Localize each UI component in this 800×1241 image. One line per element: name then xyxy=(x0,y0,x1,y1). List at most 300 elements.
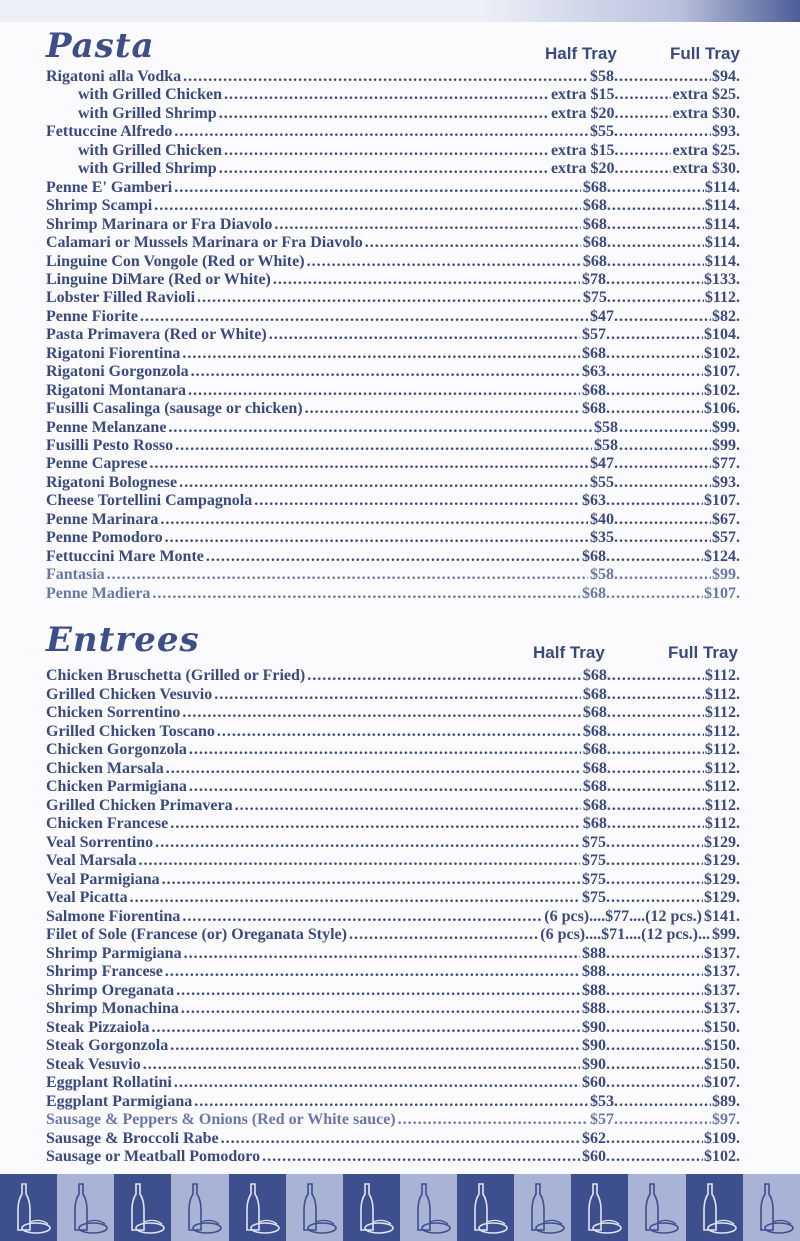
item-name: Chicken Marsala xyxy=(46,759,164,777)
dot-leader xyxy=(274,216,581,234)
item-name: Chicken Sorrentino xyxy=(46,704,181,721)
item-name: Grilled Chicken Vesuvio xyxy=(46,685,213,703)
entrees-menu-item xyxy=(46,760,740,779)
dot-leader xyxy=(262,1148,580,1166)
full-tray-price: $107. xyxy=(704,363,740,381)
dot-leader xyxy=(206,548,580,566)
dot-leader xyxy=(619,105,671,123)
dot-leader xyxy=(305,400,580,418)
footer-tile xyxy=(686,1174,743,1241)
pasta-menu-item xyxy=(46,308,740,327)
dot-leader xyxy=(612,723,704,741)
dot-leader xyxy=(619,455,711,473)
footer-tile xyxy=(57,1174,114,1241)
full-tray-price: $141. xyxy=(704,907,740,925)
half-tray-price: $57. xyxy=(582,326,610,344)
item-name: Linguine Con Vongole (Red or White) xyxy=(46,252,305,270)
half-tray-price: $75. xyxy=(582,289,611,307)
entrees-menu-item xyxy=(46,741,740,760)
entrees-menu-item xyxy=(46,704,740,723)
item-name: Fusilli Casalinga (sausage or chicken) xyxy=(46,400,303,418)
entrees-menu-item xyxy=(46,1000,740,1019)
pasta-menu-item xyxy=(46,585,740,604)
full-tray-price: $82. xyxy=(712,307,740,325)
pasta-menu-item xyxy=(78,105,740,124)
pasta-menu-item xyxy=(46,474,740,493)
half-tray-price: $68. xyxy=(582,400,610,418)
entrees-menu-item xyxy=(46,1130,740,1149)
dot-leader xyxy=(181,1000,580,1018)
dot-leader xyxy=(398,1111,588,1129)
half-tray-price: $88. xyxy=(582,981,610,999)
item-name: Veal Picatta xyxy=(46,889,128,906)
pasta-menu-item xyxy=(46,511,740,530)
dot-leader xyxy=(611,1130,703,1148)
pasta-half-tray-header: Half Tray xyxy=(545,44,617,63)
half-tray-price: $53. xyxy=(590,1092,618,1110)
footer-tile xyxy=(571,1174,628,1241)
entrees-menu-item xyxy=(46,667,740,686)
item-name: Chicken Francese xyxy=(46,815,169,832)
full-tray-price: $112. xyxy=(704,722,740,740)
item-name: Chicken Gorgonzola xyxy=(46,741,187,758)
dot-leader xyxy=(165,529,588,547)
item-name: Grilled Chicken Primavera xyxy=(46,796,233,814)
dot-leader xyxy=(611,982,703,1000)
entrees-menu-item xyxy=(46,926,740,945)
entrees-menu-item xyxy=(46,686,740,705)
entrees-menu-item xyxy=(46,871,740,890)
dot-leader xyxy=(612,741,704,759)
full-tray-price: $129. xyxy=(704,852,740,869)
dot-leader xyxy=(189,778,581,796)
dot-leader xyxy=(611,492,703,510)
dot-leader xyxy=(166,760,581,778)
dot-leader xyxy=(162,871,580,889)
pasta-menu-item xyxy=(46,548,740,567)
full-tray-price: $129. xyxy=(704,889,740,906)
pasta-menu-item xyxy=(78,160,740,179)
dot-leader xyxy=(612,667,704,685)
dot-leader xyxy=(611,271,703,289)
item-name: Rigatoni Montanara xyxy=(46,381,186,399)
dot-leader xyxy=(130,889,580,907)
dot-leader xyxy=(219,105,549,123)
item-name: Shrimp Parmigiana xyxy=(46,944,182,962)
footer-tile xyxy=(114,1174,171,1241)
full-tray-price: $150. xyxy=(704,1037,740,1054)
half-tray-price: $88. xyxy=(582,963,610,980)
pasta-menu-item xyxy=(46,271,740,290)
entrees-half-tray-header: Half Tray xyxy=(533,643,605,662)
dot-leader xyxy=(619,123,711,141)
item-name: Penne E' Gamberi xyxy=(46,178,173,196)
dot-leader xyxy=(184,945,580,963)
half-tray-price: $88. xyxy=(582,1000,610,1017)
dot-leader xyxy=(179,474,588,492)
half-tray-price: $47. xyxy=(590,307,618,325)
full-tray-price: $112. xyxy=(704,704,740,721)
full-tray-price: $107. xyxy=(704,1074,740,1091)
full-tray-price: $150. xyxy=(704,1055,740,1073)
dot-leader xyxy=(365,234,581,252)
dot-leader xyxy=(217,723,581,741)
dot-leader xyxy=(197,289,581,307)
dot-leader xyxy=(143,1056,580,1074)
footer-tile xyxy=(343,1174,400,1241)
item-name: Veal Sorrentino xyxy=(46,833,154,851)
dot-leader xyxy=(619,529,711,547)
footer-tile xyxy=(171,1174,228,1241)
half-tray-price: $68. xyxy=(582,252,611,270)
entrees-menu-item xyxy=(46,1093,740,1112)
item-name: Rigatoni alla Vodka xyxy=(46,68,182,85)
top-banner xyxy=(0,0,800,22)
dot-leader xyxy=(611,1074,703,1092)
entrees-menu-item xyxy=(46,1074,740,1093)
half-tray-price: $90. xyxy=(582,1018,610,1036)
half-tray-price: $68. xyxy=(582,815,611,832)
entrees-menu-item xyxy=(46,778,740,797)
item-name: Sausage & Broccoli Rabe xyxy=(46,1129,219,1147)
half-tray-price: $68. xyxy=(582,796,611,814)
item-name: Penne Fiorite xyxy=(46,307,138,325)
footer-tile xyxy=(514,1174,571,1241)
item-name: Eggplant Rollatini xyxy=(46,1074,172,1091)
full-tray-price: $137. xyxy=(704,944,740,962)
dot-leader xyxy=(152,585,580,603)
item-name: Shrimp Francese xyxy=(46,963,163,980)
dot-leader xyxy=(170,1037,580,1055)
dot-leader xyxy=(611,548,703,566)
full-tray-price: $137. xyxy=(704,1000,740,1017)
dot-leader xyxy=(612,289,704,307)
half-tray-price: $62. xyxy=(582,1129,610,1147)
dot-leader xyxy=(619,308,711,326)
full-tray-price: $94. xyxy=(712,68,740,85)
item-name: Fusilli Pesto Rosso xyxy=(46,437,174,454)
half-tray-price: $75. xyxy=(582,852,610,869)
wine-bottle-and-plate-icon xyxy=(406,1180,452,1236)
pasta-menu-item xyxy=(46,123,740,142)
dot-leader xyxy=(349,926,538,944)
entrees-menu-item xyxy=(46,908,740,927)
dot-leader xyxy=(140,308,588,326)
item-name: Penne Marinara xyxy=(46,510,159,528)
dot-leader xyxy=(619,566,711,584)
full-tray-price: $93. xyxy=(712,123,740,141)
wine-bottle-and-plate-icon xyxy=(463,1180,509,1236)
full-tray-price: $112. xyxy=(704,741,740,758)
pasta-menu-item xyxy=(78,142,740,161)
wine-bottle-and-plate-icon xyxy=(6,1180,52,1236)
dot-leader xyxy=(612,778,704,796)
pasta-menu-item xyxy=(46,437,740,456)
dot-leader xyxy=(611,1148,703,1166)
dot-leader xyxy=(612,253,704,271)
dot-leader xyxy=(619,142,671,160)
footer-tile xyxy=(743,1174,800,1241)
dot-leader xyxy=(254,492,580,510)
item-name: with Grilled Shrimp xyxy=(78,104,217,122)
pasta-full-tray-header: Full Tray xyxy=(670,44,740,63)
item-name: Fantasia xyxy=(46,566,105,584)
dot-leader xyxy=(155,834,580,852)
dot-leader xyxy=(611,963,703,981)
full-tray-price: $99. xyxy=(712,418,740,436)
dot-leader xyxy=(174,123,588,141)
pasta-menu-item xyxy=(46,253,740,272)
half-tray-price: $68. xyxy=(582,584,610,602)
full-tray-price: $107. xyxy=(704,492,740,510)
dot-leader xyxy=(168,419,592,437)
dot-leader xyxy=(619,511,711,529)
item-name: Veal Parmigiana xyxy=(46,870,160,888)
item-name: Steak Vesuvio xyxy=(46,1055,141,1073)
item-name: Lobster Filled Ravioli xyxy=(46,289,196,307)
full-tray-price: $129. xyxy=(704,870,740,888)
wine-bottle-and-plate-icon xyxy=(749,1180,795,1236)
half-tray-price: $60. xyxy=(582,1074,610,1091)
half-tray-price: $55. xyxy=(590,123,618,141)
half-tray-price: $57. xyxy=(590,1111,618,1128)
dot-leader xyxy=(612,179,704,197)
item-name: Penne Caprese xyxy=(46,455,148,473)
dot-leader xyxy=(611,1019,703,1037)
half-tray-price: $90. xyxy=(582,1037,610,1054)
full-tray-price: $77. xyxy=(712,455,740,473)
half-tray-price: $68. xyxy=(582,685,611,703)
dot-leader xyxy=(160,511,588,529)
full-tray-price: extra $25. xyxy=(672,86,740,104)
item-name: Rigatoni Gorgonzola xyxy=(46,363,189,381)
item-name: Fettuccine Alfredo xyxy=(46,123,173,141)
item-name: Veal Marsala xyxy=(46,852,137,869)
full-tray-price: $99. xyxy=(712,926,740,943)
item-name: Chicken Parmigiana xyxy=(46,778,187,795)
half-tray-price: $68. xyxy=(582,759,611,777)
half-tray-price: extra $15. xyxy=(550,141,619,159)
full-tray-price: $114. xyxy=(704,215,740,233)
entrees-section-title: Entrees xyxy=(46,620,200,660)
dot-leader xyxy=(612,234,704,252)
item-name: Shrimp Scampi xyxy=(46,197,153,215)
dot-leader xyxy=(170,815,581,833)
full-tray-price: $112. xyxy=(704,778,740,795)
half-tray-price: $68. xyxy=(582,344,610,362)
item-name: with Grilled Chicken xyxy=(78,141,223,159)
full-tray-price: $129. xyxy=(704,833,740,851)
wine-bottle-and-plate-icon xyxy=(120,1180,166,1236)
full-tray-price: $102. xyxy=(704,381,740,399)
half-tray-price: $68. xyxy=(582,547,610,565)
full-tray-price: $107. xyxy=(704,584,740,602)
pasta-menu-item xyxy=(46,68,740,87)
dot-leader xyxy=(611,1000,703,1018)
dot-leader xyxy=(611,400,703,418)
dot-leader xyxy=(611,1056,703,1074)
item-name: Penne Madiera xyxy=(46,584,151,602)
item-name: Sausage & Peppers & Onions (Red or White sauce) xyxy=(46,1111,396,1128)
wine-bottle-and-plate-icon xyxy=(577,1180,623,1236)
dot-leader xyxy=(611,585,703,603)
entrees-menu-item xyxy=(46,945,740,964)
full-tray-price: $102. xyxy=(704,1148,740,1165)
dot-leader xyxy=(235,797,581,815)
full-tray-price: $137. xyxy=(704,981,740,999)
full-tray-price: $112. xyxy=(704,289,740,307)
half-tray-price: $35. xyxy=(590,529,618,547)
dot-leader xyxy=(214,686,581,704)
full-tray-price: $89. xyxy=(712,1092,740,1110)
full-tray-price: $106. xyxy=(704,400,740,418)
item-name: Penne Melanzane xyxy=(46,418,167,436)
dot-leader xyxy=(611,1037,703,1055)
dot-leader xyxy=(611,871,703,889)
half-tray-price: extra $15. xyxy=(550,86,619,104)
full-tray-price: extra $25. xyxy=(672,141,740,159)
dot-leader xyxy=(612,815,704,833)
dot-leader xyxy=(152,1019,580,1037)
item-name: Filet of Sole (Francese (or) Oreganata Style) xyxy=(46,926,347,943)
half-tray-price: $63. xyxy=(582,363,610,381)
full-tray-price: extra $30. xyxy=(672,104,740,122)
dot-leader xyxy=(611,382,703,400)
dot-leader xyxy=(154,197,581,215)
dot-leader xyxy=(174,1074,580,1092)
item-name: Rigatoni Bolognese xyxy=(46,473,178,491)
entrees-menu-item xyxy=(46,963,740,982)
wine-bottle-and-plate-icon xyxy=(634,1180,680,1236)
dot-leader xyxy=(149,455,588,473)
entrees-menu-item xyxy=(46,797,740,816)
dot-leader xyxy=(188,382,580,400)
dot-leader xyxy=(194,1093,588,1111)
full-tray-price: $102. xyxy=(704,344,740,362)
item-name: with Grilled Chicken xyxy=(78,86,223,104)
dot-leader xyxy=(176,982,580,1000)
dot-leader xyxy=(611,345,703,363)
half-tray-price: $55. xyxy=(590,473,618,491)
half-tray-price: $58 xyxy=(594,418,618,436)
entrees-menu-item xyxy=(46,1148,740,1167)
pasta-menu-item xyxy=(46,326,740,345)
pasta-menu-item xyxy=(46,197,740,216)
dot-leader xyxy=(174,179,581,197)
dot-leader xyxy=(269,326,580,344)
full-tray-price: $114. xyxy=(704,178,740,196)
wine-bottle-and-plate-icon xyxy=(349,1180,395,1236)
pasta-menu-item xyxy=(46,216,740,235)
dot-leader xyxy=(619,68,711,86)
half-tray-price: $68. xyxy=(582,381,610,399)
half-tray-price: $40. xyxy=(590,510,618,528)
footer-tile xyxy=(400,1174,457,1241)
item-name: Shrimp Marinara or Fra Diavolo xyxy=(46,215,273,233)
pasta-menu-item xyxy=(46,382,740,401)
entrees-menu-item xyxy=(46,1019,740,1038)
pasta-menu-item xyxy=(46,400,740,419)
dot-leader xyxy=(183,68,588,86)
entrees-menu-item xyxy=(46,834,740,853)
half-tray-price: $58 xyxy=(594,437,618,454)
full-tray-price: $150. xyxy=(704,1018,740,1036)
item-name: Chicken Bruschetta (Grilled or Fried) xyxy=(46,667,306,684)
pasta-menu-item xyxy=(46,566,740,585)
dot-leader xyxy=(165,963,580,981)
dot-leader xyxy=(611,363,703,381)
half-tray-price: $68. xyxy=(582,722,611,740)
pasta-menu-item xyxy=(46,363,740,382)
entrees-menu-item xyxy=(46,982,740,1001)
half-tray-price: $68. xyxy=(582,667,611,684)
dot-leader xyxy=(307,667,581,685)
entrees-menu-item xyxy=(46,1056,740,1075)
dot-leader xyxy=(612,797,704,815)
item-name: with Grilled Shrimp xyxy=(78,160,217,178)
dot-leader xyxy=(189,741,581,759)
dot-leader xyxy=(619,1093,711,1111)
half-tray-price: (6 pcs)....$71....(12 pcs.)... xyxy=(540,926,710,943)
half-tray-price: $75. xyxy=(582,870,610,888)
dot-leader xyxy=(619,419,711,437)
wine-bottle-and-plate-icon xyxy=(235,1180,281,1236)
half-tray-price: $68. xyxy=(582,234,611,252)
dot-leader xyxy=(224,142,549,160)
full-tray-price: $112. xyxy=(704,667,740,684)
item-name: Shrimp Oreganata xyxy=(46,981,175,999)
half-tray-price: $60. xyxy=(582,1148,610,1165)
entrees-menu-item xyxy=(46,889,740,908)
pasta-menu-item xyxy=(46,455,740,474)
entrees-menu-item xyxy=(46,723,740,742)
pasta-menu-item xyxy=(46,492,740,511)
footer-tile xyxy=(457,1174,514,1241)
wine-bottle-and-plate-icon xyxy=(292,1180,338,1236)
full-tray-price: $114. xyxy=(704,197,740,215)
dot-leader xyxy=(619,1111,711,1129)
pasta-menu-item xyxy=(46,345,740,364)
dot-leader xyxy=(612,216,704,234)
item-name: Eggplant Parmigiana xyxy=(46,1092,193,1110)
footer-tile xyxy=(229,1174,286,1241)
pasta-menu-item xyxy=(46,179,740,198)
full-tray-price: $112. xyxy=(704,796,740,814)
entrees-menu-item xyxy=(46,1111,740,1130)
wine-bottle-and-plate-icon xyxy=(520,1180,566,1236)
dot-leader xyxy=(107,566,588,584)
dot-leader xyxy=(611,326,703,344)
full-tray-price: $112. xyxy=(704,685,740,703)
item-name: Penne Pomodoro xyxy=(46,529,163,547)
entrees-menu-item xyxy=(46,815,740,834)
item-name: Cheese Tortellini Campagnola xyxy=(46,492,253,510)
half-tray-price: $88. xyxy=(582,944,610,962)
footer-tile xyxy=(628,1174,685,1241)
item-name: Sausage or Meatball Pomodoro xyxy=(46,1148,261,1165)
half-tray-price: $63. xyxy=(582,492,610,510)
wine-bottle-and-plate-icon xyxy=(63,1180,109,1236)
dot-leader xyxy=(611,945,703,963)
half-tray-price: $75. xyxy=(582,889,610,906)
pasta-section-title: Pasta xyxy=(46,26,155,66)
full-tray-price: $57. xyxy=(712,529,740,547)
dot-leader xyxy=(182,345,580,363)
dot-leader xyxy=(175,437,592,455)
wine-bottle-and-plate-icon xyxy=(692,1180,738,1236)
full-tray-price: $112. xyxy=(704,815,740,832)
footer-tile xyxy=(0,1174,57,1241)
